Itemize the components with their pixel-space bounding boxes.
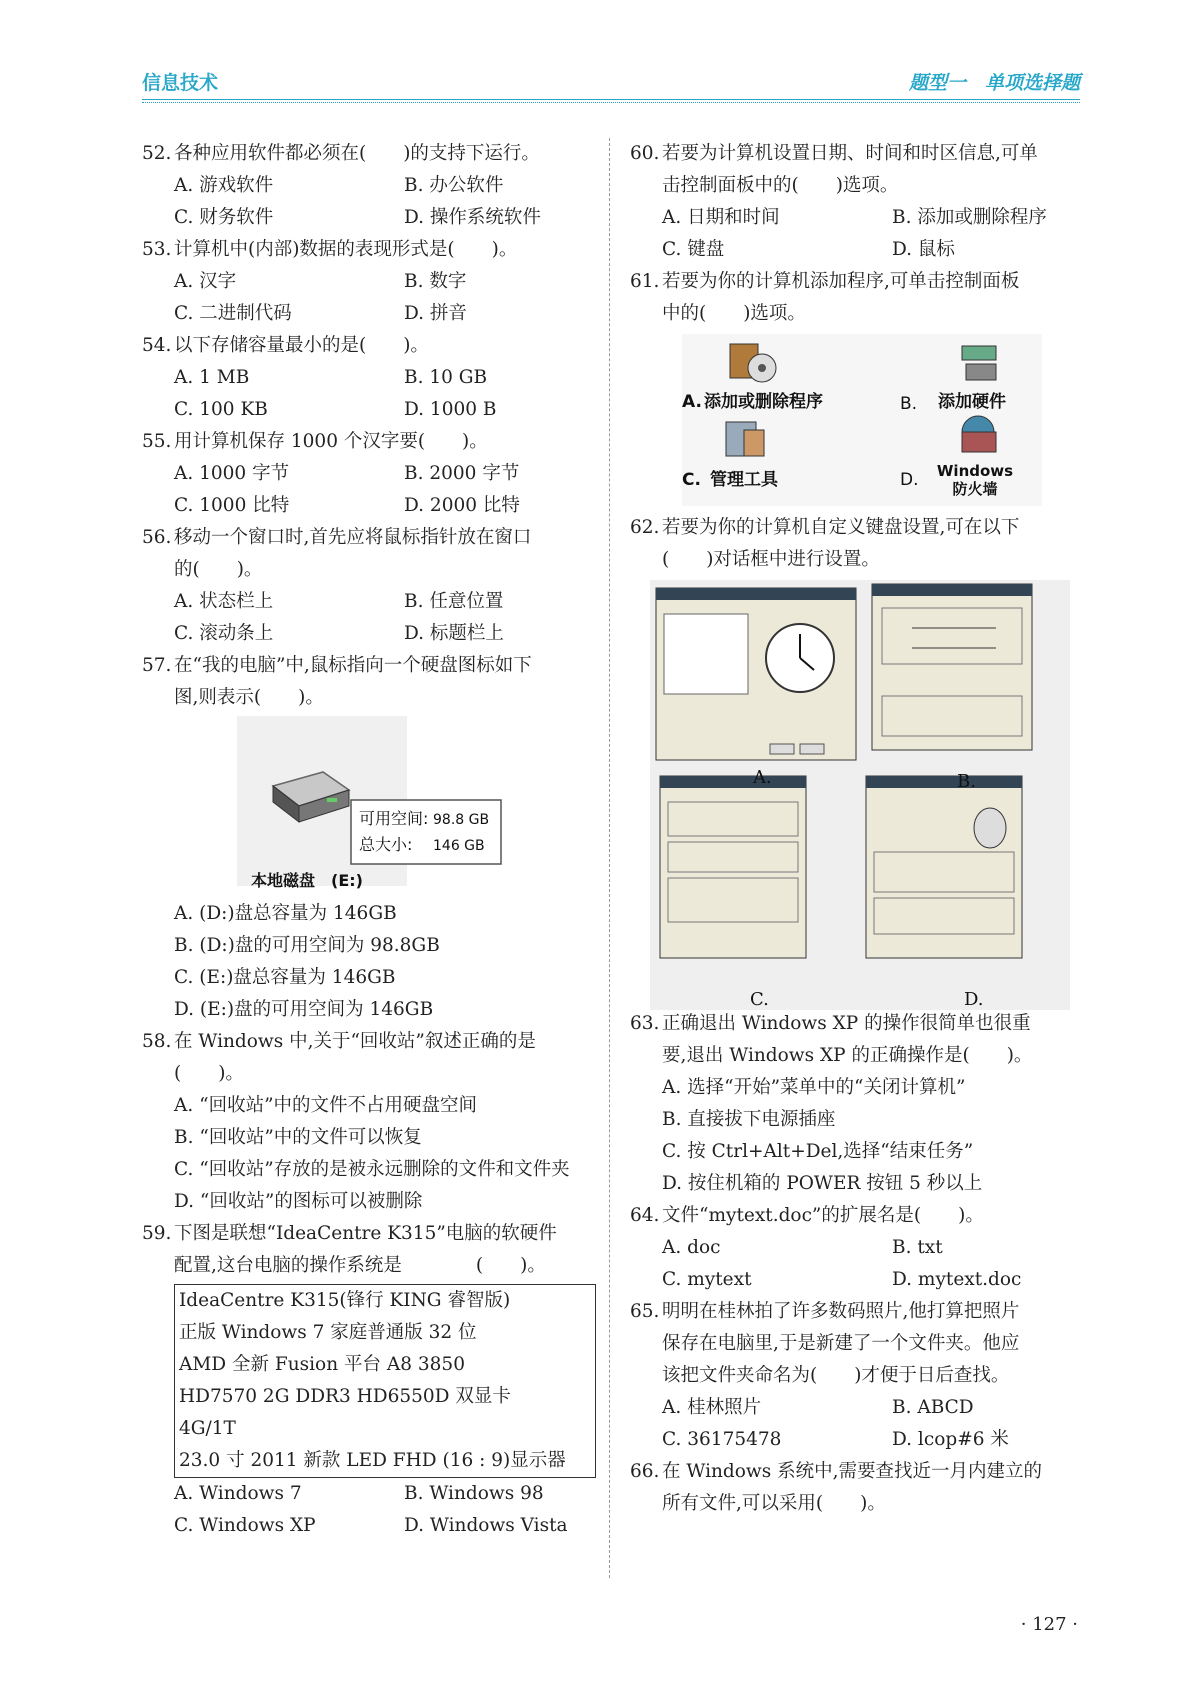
config-line: 4G/1T <box>179 1418 236 1439</box>
option-b: B. 任意位置 <box>404 591 504 612</box>
question-number: 56. <box>142 527 172 548</box>
firewall-icon <box>962 416 996 452</box>
option-c: C. Windows XP <box>174 1515 316 1536</box>
dialog-letter-b: B. <box>957 771 976 792</box>
disk-screenshot <box>237 716 537 896</box>
question-stem-cont: ( )。 <box>174 1063 244 1084</box>
question-stem: 在 Windows 中,关于“回收站”叙述正确的是 <box>174 1031 536 1052</box>
option-c: C. 财务软件 <box>174 207 274 228</box>
option-b: B. “回收站”中的文件可以恢复 <box>174 1127 422 1148</box>
icon-letter-b: B. <box>900 394 918 414</box>
icon-letter-a: A. <box>682 392 702 412</box>
option-b: B. txt <box>892 1237 943 1258</box>
option-a: A. doc <box>662 1237 721 1258</box>
question-stem-cont: 配置,这台电脑的操作系统是 ( )。 <box>174 1255 546 1276</box>
option-d: D. lcop#6 米 <box>892 1429 1009 1450</box>
question-53 <box>142 234 597 330</box>
option-c: C. “回收站”存放的是被永远删除的文件和文件夹 <box>174 1159 570 1180</box>
option-b: B. 2000 字节 <box>404 463 520 484</box>
question-number: 66. <box>630 1461 660 1482</box>
folder-options-dialog <box>660 776 806 958</box>
question-65 <box>630 1296 1082 1456</box>
option-b: B. ABCD <box>892 1397 974 1418</box>
option-d: D. Windows Vista <box>404 1515 568 1536</box>
question-58 <box>142 1026 597 1218</box>
option-a: A. 汉字 <box>174 271 237 292</box>
question-stem-cont: 图,则表示( )。 <box>174 687 324 708</box>
option-d: D. (E:)盘的可用空间为 146GB <box>174 999 434 1020</box>
section-title: 题型一 单项选择题 <box>908 72 1080 94</box>
option-d: D. 按住机箱的 POWER 按钮 5 秒以上 <box>662 1173 983 1194</box>
question-64 <box>630 1200 1082 1296</box>
question-54 <box>142 330 597 426</box>
question-63 <box>630 1008 1082 1200</box>
option-a: A. 状态栏上 <box>174 591 274 612</box>
question-55 <box>142 426 597 522</box>
question-number: 57. <box>142 655 172 676</box>
option-d: D. 2000 比特 <box>404 495 520 516</box>
question-number: 65. <box>630 1301 660 1322</box>
question-61 <box>630 266 1082 512</box>
question-stem: 各种应用软件都必须在( )的支持下运行。 <box>174 143 540 164</box>
control-panel-figure <box>630 330 1082 512</box>
question-stem: 移动一个窗口时,首先应将鼠标指针放在窗口 <box>174 527 532 548</box>
question-stem: 若要为你的计算机自定义键盘设置,可在以下 <box>662 517 1020 538</box>
question-stem: 明明在桂林拍了许多数码照片,他打算把照片 <box>662 1301 1020 1322</box>
question-stem: 文件“mytext.doc”的扩展名是( )。 <box>662 1205 984 1226</box>
question-stem-cont: ( )对话框中进行设置。 <box>662 549 880 570</box>
config-line: HD7570 2G DDR3 HD6550D 双显卡 <box>179 1386 511 1407</box>
page-number: · 127 · <box>1020 1614 1078 1635</box>
option-a: A. Windows 7 <box>174 1483 302 1504</box>
icon-label-admin-tools: 管理工具 <box>710 470 778 490</box>
question-stem: 用计算机保存 1000 个汉字要( )。 <box>174 431 488 452</box>
option-c: C. 滚动条上 <box>174 623 274 644</box>
question-number: 55. <box>142 431 172 452</box>
question-stem: 在 Windows 系统中,需要查找近一月内建立的 <box>662 1461 1042 1482</box>
question-57 <box>142 650 597 1026</box>
option-d: D. “回收站”的图标可以被删除 <box>174 1191 423 1212</box>
question-number: 62. <box>630 517 660 538</box>
option-d: D. 拼音 <box>404 303 467 324</box>
option-b: B. 添加或删除程序 <box>892 207 1047 228</box>
option-a: A. 日期和时间 <box>662 207 780 228</box>
question-stem: 下图是联想“IdeaCentre K315”电脑的软硬件 <box>174 1223 557 1244</box>
question-66 <box>630 1456 1082 1520</box>
question-stem: 若要为计算机设置日期、时间和时区信息,可单 <box>662 143 1038 164</box>
question-52 <box>142 138 597 234</box>
option-a: A. “回收站”中的文件不占用硬盘空间 <box>174 1095 478 1116</box>
config-line: AMD 全新 Fusion 平台 A8 3850 <box>179 1354 465 1375</box>
option-d: D. 操作系统软件 <box>404 207 541 228</box>
date-time-dialog <box>656 588 856 760</box>
config-line: 23.0 寸 2011 新款 LED FHD (16 : 9)显示器 <box>179 1450 566 1471</box>
header-rule-dotted <box>142 102 1080 103</box>
question-number: 52. <box>142 143 172 164</box>
option-b: B. 直接拔下电源插座 <box>662 1109 836 1130</box>
option-b: B. Windows 98 <box>404 1483 544 1504</box>
question-stem-cont: 所有文件,可以采用( )。 <box>662 1493 886 1514</box>
option-b: B. 数字 <box>404 271 467 292</box>
option-d: D. 标题栏上 <box>404 623 504 644</box>
dialogs-screenshot <box>650 580 1070 1010</box>
mouse-dialog <box>866 776 1022 958</box>
dialog-letter-d: D. <box>964 989 984 1010</box>
dialog-letter-c: C. <box>750 989 769 1010</box>
dialog-letter-a: A. <box>753 767 772 788</box>
question-stem-cont: 该把文件夹命名为( )才便于日后查找。 <box>662 1365 1010 1386</box>
option-c: C. 键盘 <box>662 239 725 260</box>
control-panel-icons <box>682 334 1042 506</box>
dialogs-figure <box>630 576 1082 1008</box>
question-stem: 若要为你的计算机添加程序,可单击控制面板 <box>662 271 1020 292</box>
icon-label-add-remove: 添加或删除程序 <box>704 392 823 412</box>
question-number: 58. <box>142 1031 172 1052</box>
question-stem-cont: 中的( )选项。 <box>662 303 806 324</box>
config-box <box>174 1284 596 1478</box>
question-stem-cont: 击控制面板中的( )选项。 <box>662 175 899 196</box>
subject-title: 信息技术 <box>142 72 219 94</box>
option-c: C. (E:)盘总容量为 146GB <box>174 967 396 988</box>
total-size-value: 146 GB <box>433 838 485 854</box>
option-c: C. 二进制代码 <box>174 303 292 324</box>
question-59 <box>142 1218 597 1542</box>
question-number: 59. <box>142 1223 172 1244</box>
option-c: C. 36175478 <box>662 1429 782 1450</box>
question-stem-cont: 的( )。 <box>174 559 263 580</box>
add-hardware-icon <box>962 346 996 380</box>
left-column <box>142 138 597 1542</box>
option-b: B. 办公软件 <box>404 175 504 196</box>
option-b: B. 10 GB <box>404 367 488 388</box>
option-a: A. 游戏软件 <box>174 175 274 196</box>
config-line: IdeaCentre K315(锋行 KING 睿智版) <box>179 1290 511 1311</box>
option-c: C. 100 KB <box>174 399 268 420</box>
option-b: B. (D:)盘的可用空间为 98.8GB <box>174 935 440 956</box>
question-stem: 计算机中(内部)数据的表现形式是( )。 <box>174 239 518 260</box>
question-number: 61. <box>630 271 660 292</box>
question-number: 64. <box>630 1205 660 1226</box>
question-number: 54. <box>142 335 172 356</box>
icon-label-add-hardware: 添加硬件 <box>938 392 1006 412</box>
disk-figure <box>142 714 597 898</box>
option-a: A. 选择“开始”菜单中的“关闭计算机” <box>662 1077 966 1098</box>
question-stem: 在“我的电脑”中,鼠标指向一个硬盘图标如下 <box>174 655 532 676</box>
question-stem-cont: 保存在电脑里,于是新建了一个文件夹。他应 <box>662 1333 1020 1354</box>
keyboard-dialog <box>872 584 1032 750</box>
icon-letter-d: D. <box>900 470 919 490</box>
page-header <box>142 62 1080 102</box>
option-d: D. 鼠标 <box>892 239 955 260</box>
question-62 <box>630 512 1082 1008</box>
question-stem-cont: 要,退出 Windows XP 的正确操作是( )。 <box>662 1045 1033 1066</box>
config-line: 正版 Windows 7 家庭普通版 32 位 <box>179 1322 477 1343</box>
question-number: 60. <box>630 143 660 164</box>
icon-letter-c: C. <box>682 470 701 490</box>
question-60 <box>630 138 1082 266</box>
option-c: C. 1000 比特 <box>174 495 290 516</box>
column-divider <box>609 138 610 1578</box>
admin-tools-icon <box>726 422 764 456</box>
option-d: D. 1000 B <box>404 399 497 420</box>
option-a: A. 1 MB <box>174 367 250 388</box>
question-56 <box>142 522 597 650</box>
question-number: 53. <box>142 239 172 260</box>
question-stem: 以下存储容量最小的是( )。 <box>174 335 429 356</box>
option-d: D. mytext.doc <box>892 1269 1022 1290</box>
question-stem: 正确退出 Windows XP 的操作很简单也很重 <box>662 1013 1031 1034</box>
option-c: C. 按 Ctrl+Alt+Del,选择“结束任务” <box>662 1141 974 1162</box>
icon-label-firewall: Windows 防火墙 <box>936 462 1014 498</box>
header-rule <box>142 99 1080 100</box>
right-column <box>630 138 1082 1520</box>
disk-label: 本地磁盘 (E:) <box>251 871 363 890</box>
question-number: 63. <box>630 1013 660 1034</box>
option-a: A. 1000 字节 <box>174 463 290 484</box>
option-a: A. (D:)盘总容量为 146GB <box>174 903 397 924</box>
free-space-value: 98.8 GB <box>433 812 490 828</box>
total-size-label: 总大小: <box>359 835 413 854</box>
free-space-label: 可用空间: <box>359 809 429 828</box>
option-a: A. 桂林照片 <box>662 1397 762 1418</box>
add-remove-programs-icon <box>730 344 776 382</box>
option-c: C. mytext <box>662 1269 752 1290</box>
